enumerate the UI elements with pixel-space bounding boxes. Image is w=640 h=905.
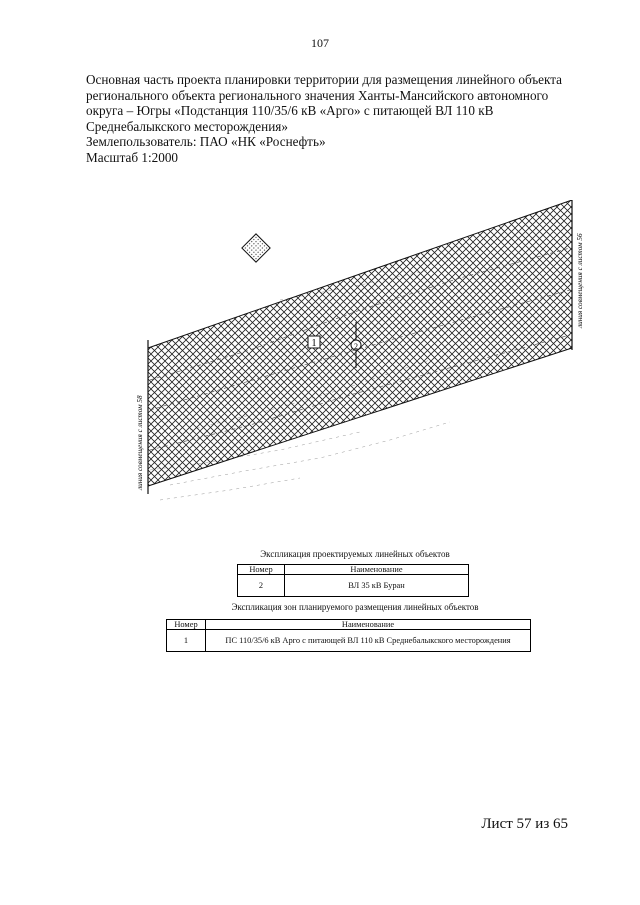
header-line: Среднебалыкского месторождения» <box>86 118 288 134</box>
column-header-name: Наименование <box>285 565 469 575</box>
header-line: регионального объекта регионального значения Ханты-Мансийского автономного <box>86 87 549 103</box>
document-header <box>86 72 566 166</box>
dotted-diamond-object <box>242 234 270 262</box>
zones-table-caption: Экспликация зон планируемого размещения линейных объектов <box>231 602 479 612</box>
row-name: ВЛ 35 кВ Буран <box>285 575 469 597</box>
table-row <box>167 630 531 652</box>
right-match-line-label: линия совмещения с листом 56 <box>576 233 584 328</box>
lines-table-caption: Экспликация проектируемых линейных объектов <box>260 549 450 559</box>
sheet-number: Лист 57 из 65 <box>481 816 568 832</box>
row-number: 1 <box>167 630 206 652</box>
header-line: Основная часть проекта планировки территории для размещения линейного объекта <box>86 72 563 87</box>
table-row <box>238 575 469 597</box>
left-match-line-label: линия совмещения с листом 58 <box>136 395 144 490</box>
column-header-number: Номер <box>238 565 285 575</box>
zones-table <box>166 619 531 652</box>
header-line: округа – Югры «Подстанция 110/35/6 кВ «Арго» с питающей ВЛ 110 кВ <box>86 103 494 119</box>
lines-table <box>237 564 469 597</box>
column-header-name: Наименование <box>206 620 531 630</box>
row-name: ПС 110/35/6 кВ Арго с питающей ВЛ 110 кВ Среднебалыкского месторождения <box>206 630 531 652</box>
planning-map <box>130 200 600 530</box>
row-number: 2 <box>238 575 285 597</box>
page-number: 107 <box>311 36 329 50</box>
scale-line: Масштаб 1:2000 <box>86 149 179 165</box>
column-header-number: Номер <box>167 620 206 630</box>
object-label: 2 <box>354 342 358 351</box>
zone-label: 1 <box>311 338 317 349</box>
land-user-line: Землепользователь: ПАО «НК «Роснефть» <box>86 134 326 150</box>
